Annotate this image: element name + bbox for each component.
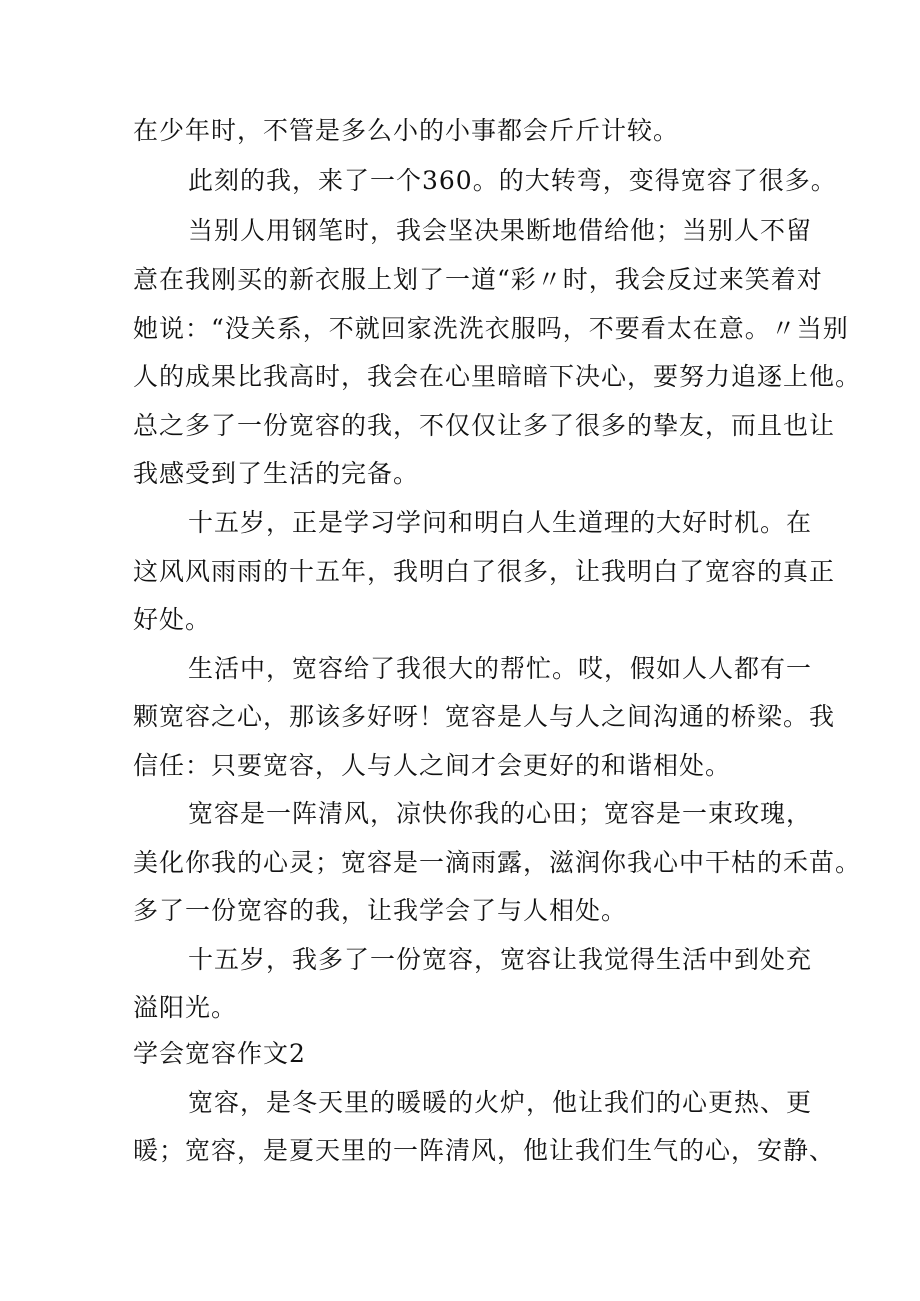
text-line: 这风风雨雨的十五年，我明白了很多，让我明白了宽容的真正	[133, 557, 836, 586]
text-line: 生活中，宽容给了我很大的帮忙。哎，假如人人都有一	[188, 654, 813, 683]
text-line: 宽容是一阵清风，凉快你我的心田；宽容是一束玫瑰，	[188, 799, 813, 828]
text-line: 她说：“没关系，不就回家洗洗衣服吗，不要看太在意。〃当别	[133, 314, 849, 343]
text-line: 多了一份宽容的我，让我学会了与人相处。	[133, 896, 628, 925]
text-line: 宽容，是冬天里的暖暖的火炉，他让我们的心更热、更	[188, 1088, 813, 1117]
text-line: 在少年时，不管是多么小的小事都会斤斤计较。	[133, 116, 680, 145]
text-line: 好处。	[133, 605, 212, 634]
text-line: 人的成果比我高时，我会在心里暗暗下决心，要努力追逐上他。	[133, 362, 862, 391]
text-line: 暖；宽容，是夏天里的一阵清风，他让我们生气的心，安静、	[133, 1136, 836, 1165]
text-line: 十五岁，我多了一份宽容，宽容让我觉得生活中到处充	[188, 945, 813, 974]
text-line: 当别人用钢笔时，我会坚决果断地借给他；当别人不留	[188, 216, 813, 245]
text-line: 我感受到了生活的完备。	[133, 459, 420, 488]
section-heading: 学会宽容作文2	[133, 1039, 306, 1068]
text-line: 美化你我的心灵；宽容是一滴雨露，滋润你我心中干枯的禾苗。	[133, 848, 862, 877]
text-line: 意在我刚买的新衣服上划了一道“彩〃时，我会反过来笑着对	[133, 265, 823, 294]
text-line: 此刻的我，来了一个360。的大转弯，变得宽容了很多。	[188, 166, 837, 195]
text-line: 信任：只要宽容，人与人之间才会更好的和谐相处。	[133, 751, 732, 780]
text-line: 十五岁，正是学习学问和明白人生道理的大好时机。在	[188, 508, 813, 537]
text-line: 溢阳光。	[133, 993, 238, 1022]
text-line: 颗宽容之心，那该多好呀！宽容是人与人之间沟通的桥梁。我	[133, 702, 836, 731]
text-line: 总之多了一份宽容的我，不仅仅让多了很多的挚友，而且也让	[133, 411, 836, 440]
